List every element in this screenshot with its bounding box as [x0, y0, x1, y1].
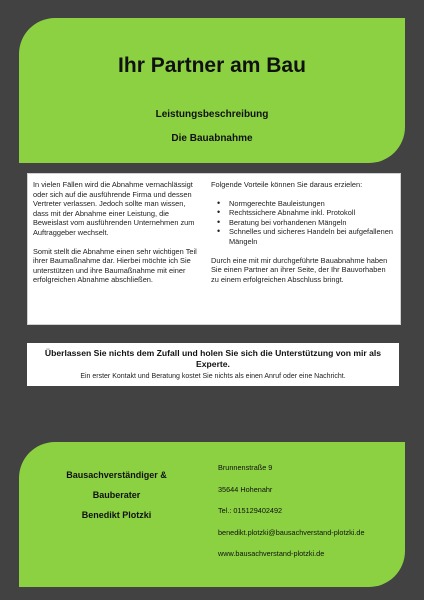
list-item: • Schnelles und sicheres Handeln bei aufgefallenen Mängeln — [223, 227, 393, 246]
benefits-outro: Durch eine mit mir durchgeführte Bauabnahme haben Sie einen Partner an ihrer Seite, der Ihr Bauvorhaben zu einem erfolgreichen Abschluss bringt. — [211, 255, 388, 284]
person-name: Benedikt Plotzki — [81, 510, 152, 520]
content-right-column — [211, 180, 393, 293]
content-left-column — [33, 180, 203, 294]
list-item: • Beratung bei vorhandenen Mängeln — [223, 218, 393, 228]
contact-name-block — [19, 465, 214, 525]
list-item: • Rechtssichere Abnahme inkl. Protokoll — [223, 208, 393, 218]
paragraph: In vielen Fällen wird die Abnahme vernachlässigt oder sich auf die ausführende Firma und dessen Vertreter verlassen. Jedoch sollte man wissen, dass mit der Abnahme einer Leistung, die Beweislast vom ausführenden Unternehmen zum Auftraggeber wechselt. — [33, 180, 195, 237]
service-description-heading: Leistungsbeschreibung — [155, 109, 269, 120]
city-address: 35644 Hohenahr — [218, 484, 273, 494]
benefits-list — [211, 199, 393, 247]
street-address: Brunnenstraße 9 — [218, 463, 273, 472]
job-title-line: Bausachverständiger & — [66, 470, 167, 480]
benefits-intro: Folgende Vorteile können Sie daraus erzielen: — [211, 180, 363, 189]
header-banner — [19, 18, 405, 163]
list-item: • Normgerechte Bauleistungen — [223, 199, 393, 209]
paragraph: Somit stellt die Abnahme einen sehr wichtigen Teil ihrer Baumaßnahme dar. Hierbei möchte ich Sie unterstützen und ihre Baumaßnahme mit einer erfolgreichen Abnahme abschließen. — [33, 246, 197, 285]
contact-details — [218, 462, 403, 570]
website-url: www.bausachverstand-plotzki.de — [218, 549, 325, 558]
phone-number: Tel.: 015129402492 — [218, 506, 283, 515]
call-to-action-headline: Überlassen Sie nichts dem Zufall und holen Sie sich die Unterstützung von mir als Experte. — [44, 348, 382, 369]
page-title: Ihr Partner am Bau — [118, 54, 306, 77]
job-title-line: Bauberater — [92, 490, 141, 500]
content-box — [27, 173, 401, 325]
footer-banner — [19, 442, 405, 587]
call-to-action-box — [27, 343, 399, 386]
call-to-action-text: Ein erster Kontakt und Beratung kostet Sie nichts als einen Anruf oder eine Nachricht. — [80, 373, 346, 380]
email-address: benedikt.plotzki@bausachverstand-plotzki.de — [218, 527, 365, 537]
service-name-heading: Die Bauabnahme — [171, 133, 253, 144]
